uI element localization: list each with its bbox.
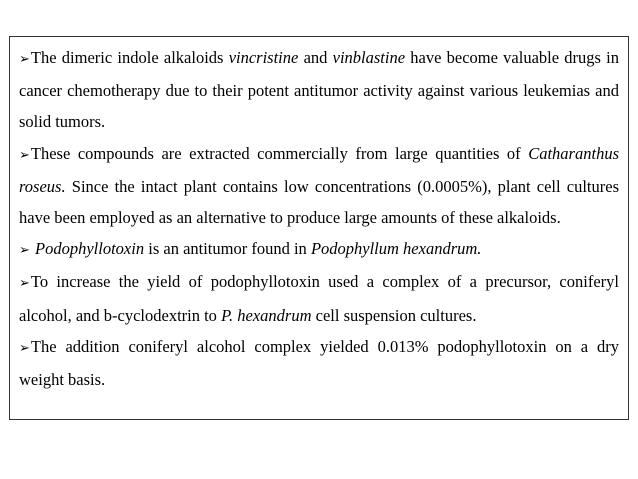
- text-run: is an antitumor found in: [144, 239, 311, 259]
- italic-term: vinblastine: [332, 48, 406, 67]
- italic-term: Podophyllotoxin: [35, 239, 145, 259]
- bullet-paragraph-5: [19, 331, 619, 395]
- text-run: cell suspension cultures.: [311, 305, 477, 325]
- italic-term: Catharanthus roseus.: [19, 143, 619, 196]
- arrow-bullet-icon: ➢: [19, 147, 30, 163]
- italic-term: P. hexandrum: [221, 305, 312, 325]
- bullet-paragraph-1: [19, 42, 619, 138]
- text-run: These compounds are extracted commercially from large quantities of: [30, 143, 529, 163]
- text-run: The addition coniferyl alcohol complex yielded 0.013% podophyllotoxin on a dry weight basis.: [19, 336, 619, 390]
- bullet-paragraph-4: [19, 266, 619, 330]
- text-run: To increase the yield of podophyllotoxin used a complex of a precursor, coniferyl alcohol, and b-cyclodextrin to: [19, 272, 619, 325]
- arrow-bullet-icon: ➢: [19, 243, 30, 259]
- arrow-bullet-icon: ➢: [19, 340, 30, 356]
- text-run: and: [298, 48, 333, 67]
- arrow-bullet-icon: ➢: [19, 276, 30, 292]
- text-run: Since the intact plant contains low concentrations (0.0005%), plant cell cultures have been employed as an alternative to produce large amounts of these alkaloids.: [19, 176, 619, 228]
- content-box: [9, 36, 629, 420]
- bullet-paragraph-2: [19, 138, 619, 234]
- bullet-paragraph-3: [19, 233, 619, 266]
- italic-term: vincristine: [228, 48, 299, 67]
- italic-term: Podophyllum hexandrum.: [310, 239, 482, 259]
- text-run: The dimeric indole alkaloids: [30, 48, 229, 67]
- text-run: have become valuable drugs in cancer chemotherapy due to their potent antitumor activity against various leukemias and solid tumors.: [19, 48, 620, 132]
- arrow-bullet-icon: ➢: [19, 52, 30, 67]
